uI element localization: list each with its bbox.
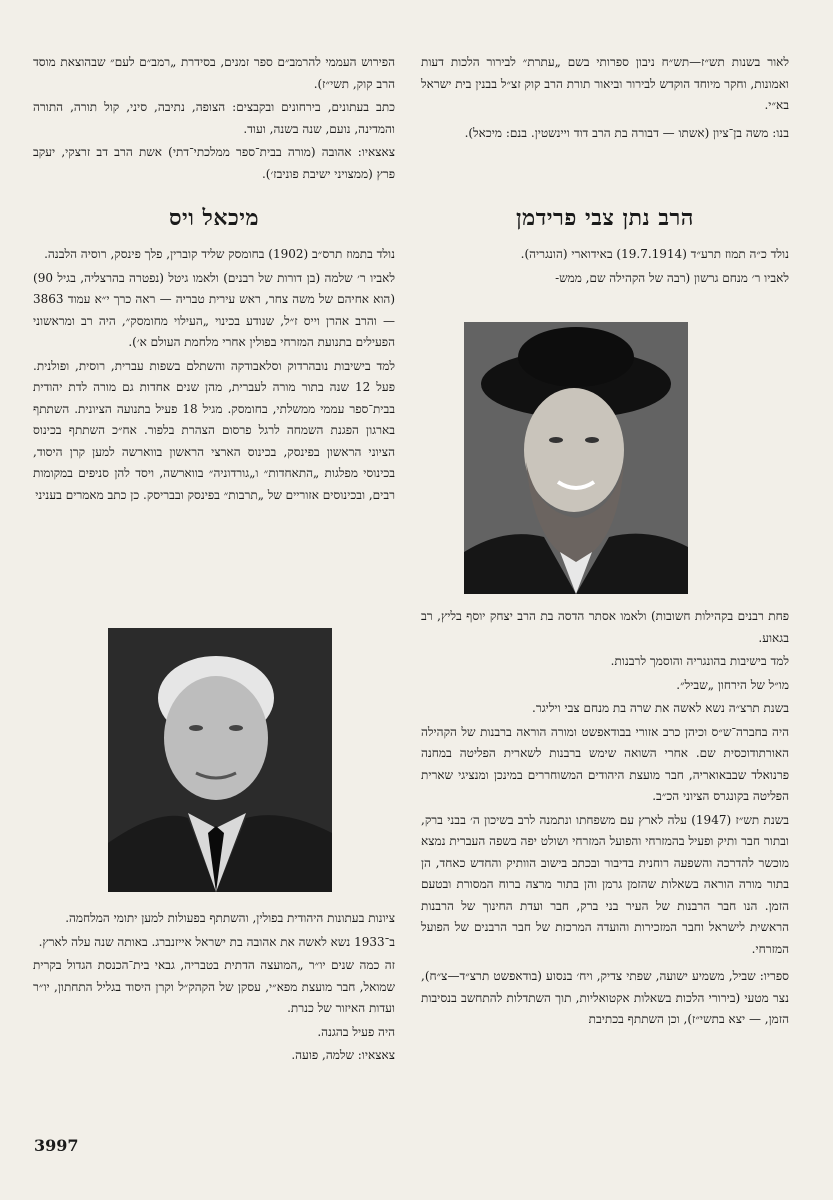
- paragraph: למד בישיבות נובהרדוק וסלאבודקה והשתלם בשפות עברית, רוסית, ופולנית. פעל 12 שנה בתור מורה לעברית, מהן שנים אחדות גם מורה לדת יהודית בבית־ספר עממי ממשלתי, בחומסק. מגיל 18 פעיל בתנועה הציונית. השתתף בארגון הפגנת השמחה לרגל פרסום הצהרת בלפור. אח״כ השתתף בכינוס הציוני הראשון בפינסק, בכינוס הארצי הראשון בווארשה למען קרן היסוד, בכינוסי מפלגות „התאחדות״ ו„גורדוניה״ בווארשה, ויסד להן סניפים במקומות רבים, ובכינוסים אזוריים של „תרבות״ בפינסק ובבריסק. כן כתב מאמרים בעניני: [33, 358, 396, 502]
- paragraph: צאצאיו: אהובה (מורה בבית־ספר ממלכתי־דתי) אשת הרב דב זרצקי, יעקב פרץ (ממצויני ישיבת פוניבז׳).: [33, 145, 395, 181]
- paragraph: מו״ל של הירחון „שביל״.: [676, 677, 789, 692]
- paragraph: כתב בעתונים, בירחונים ובקבצים: הצופה, נתיבה, סיני, קול תורה, התורה והמדינה, נועם, שנה בשנה, ועוד.: [33, 100, 395, 136]
- paragraph: היה פעיל בהגנה.: [317, 1024, 395, 1039]
- paragraph: נולד כ״ה תמוז תרע״ד (19.7.1914) באידוארי (הונגריה).: [520, 247, 789, 261]
- paragraph: זה כמה שנים יו״ר „המועצה הדתית בטבריה, גבאי בית־הכנסת הגדול בקרית שמואל, חבר מועצת מפא״י, עסקן של הקהק״ל וקרן היסוד בגליל התחתון, יו״ר ועדות האיזור של כנרת.: [33, 958, 395, 1015]
- bio-title-friedman: הרב נתן צבי פרידמן: [516, 205, 694, 231]
- bio-friedman-body: [421, 606, 789, 1033]
- paragraph: בשנת תש״ז (1947) עלה לארץ עם משפחתו ונתמנה לרב בשיכון ה׳ בבני ברק, ובתור חבר ותיק ופעיל בהמזרחי והפועל המזרחי ושולט יפה בשפה העברית נמצא מוכשר להדרכה והשפעה רוחנית בדיבור ובכתב בישוב הוותיק והחדש כאחד, הן בתור מורה הוראה בשאלות שהזמן גרמן והן בתור מרצה ברוח המסורת ובטעם הזמן. הנו חבר הרבנות של העיר בני ברק, חבר ועדת החינוך של הרבנות הראשית לישראל וחבר המזכירות והועדה המרכזת של חבר הרבנים של הפועל המזרחי.: [421, 812, 790, 956]
- paragraph: ב־1933 נשא לאשה את אהובה בת ישראל אייזנברג. באותה שנה עלה לארץ.: [38, 934, 395, 949]
- paragraph: בנו: משה בן־ציון (אשתו — דבורה בת הרב דוד ויינשטין. בנם: מיכאל).: [464, 125, 789, 140]
- paragraph: ציונות בעתונות היהודית בפולין, והשתתף בפעולות למען יתומי המלחמה.: [65, 911, 395, 925]
- paragraph: ספריו: שביל, משמיע ישועה, שפתי צדיק, ויח׳ בנסוע (בודאפשט תרצ״ד—צ״ח), נצר מטעי (בירורי הלכות בשאלות אקטואליות, תוך השתדלות להתחשב בנסיבות הזמן, — יצא בתשי״ז), וכן השתתף בכתיבת: [421, 969, 789, 1026]
- paragraph: צאצאיו: שלמה, פועה.: [291, 1048, 395, 1062]
- portrait-photo-friedman: [464, 322, 688, 594]
- left-column-top: [33, 52, 395, 187]
- paragraph: לאביו ר׳ מנחם גרשון (רבה של הקהילה שם, ממש-: [555, 270, 789, 285]
- bio-weiss-body: [33, 908, 395, 1069]
- portrait-photo-weiss: [108, 628, 332, 892]
- paragraph: למד בישיבות בהונגריה והוסמך לרבנות.: [610, 654, 789, 668]
- paragraph: נולד בתמוז תרס״ב (1902) בחומסק שליד קוברין, פלך פינסק, רוסיה הלבנה.: [44, 247, 395, 261]
- paragraph: לאביו ר׳ שלמה (בן דורות של רבנים) ולאמו גיטל (נפטרה בהרצליה, בגיל 90) (הוא אחיהם של משה צחר, ראש עירית טבריה — ראה כרך י״א עמוד 3863 — והרב אהרן וייס ז״ל, שנודע בכינוי „העילוי מחומסק״, היה רב ומראשוני הפעילים בתנועת המזרחי בפולין אחרי מלחמת העולם א׳).: [33, 270, 395, 349]
- paragraph: היה בחברה־ש״ס וכיהן כרב אזורי בבודאפשט ומורה הוראה ברבנות של הקהילה האורתודוכסית שם. אחרי השואה שימש ברבנות לשארית הפליטה במחנה פרנואלד שבבאואריה, חבר מועצת היהודים המשוחררים במינכן ומנציגי שארית הפליטה בקונגרס הציוני הכ״ב.: [421, 724, 789, 803]
- page-number: 3997: [34, 1136, 79, 1155]
- paragraph: לאור בשנות תש״ז—תש״ח ניבון ספרותי בשם „עתרת״ לבירור הלכות דעות ואמונות, וחקר מיוחד הוקדש לבירור וביאור תורת הרב קוק זצ״ל בבנין בית ישראל בא״י.: [421, 55, 789, 112]
- right-column-top: [421, 52, 789, 146]
- bio-friedman-intro: [421, 244, 789, 291]
- bio-weiss-intro: [33, 244, 395, 508]
- paragraph: בשנת תרצ״ה נשא לאשה את שרה בת מנחם צבי ויליגר.: [532, 701, 789, 715]
- paragraph: הפירוש העממי להרמב״ם ספר זמנים, בסידרת „רמב״ם לעם״ שבהוצאת מוסד הרב קוק, תשי״ז).: [33, 55, 395, 91]
- paragraph: פחת רבנים בקהילות חשובות) ולאמו אסתר הדסה בת הרב יצחק יוסף בליץ, רב בגאוע.: [421, 609, 789, 645]
- bio-title-weiss: מיכאל ויס: [168, 205, 260, 231]
